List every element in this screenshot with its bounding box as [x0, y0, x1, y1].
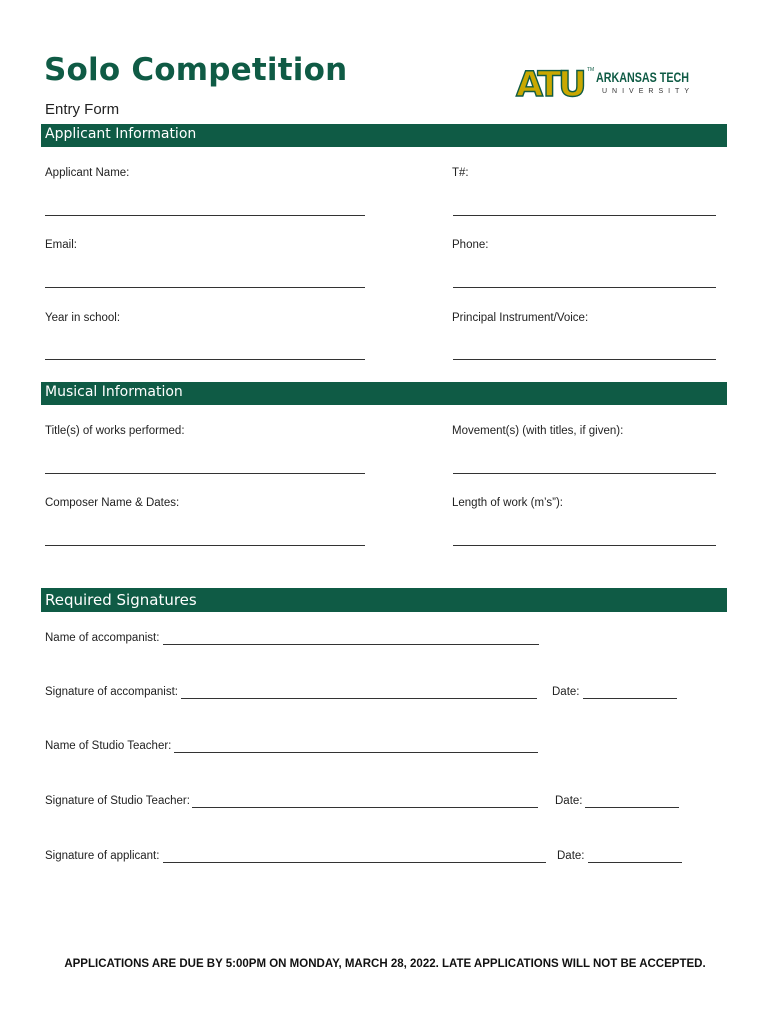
teacher-name-field[interactable]: [174, 752, 538, 753]
applicant-name-label: Applicant Name:: [45, 167, 130, 179]
year-in-school-label: Year in school:: [45, 312, 121, 324]
email-label: Email:: [45, 239, 77, 251]
teacher-date-field[interactable]: [585, 807, 679, 808]
teacher-date-label: Date:: [555, 795, 583, 807]
t-number-field[interactable]: [453, 215, 716, 216]
principal-instrument-field[interactable]: [453, 359, 716, 360]
teacher-name-label: Name of Studio Teacher:: [45, 740, 172, 752]
teacher-signature-label: Signature of Studio Teacher:: [45, 795, 190, 807]
movements-field[interactable]: [453, 473, 716, 474]
accompanist-signature-label: Signature of accompanist:: [45, 686, 178, 698]
logo-tm: TM: [587, 67, 595, 73]
accompanist-date-field[interactable]: [583, 698, 677, 699]
applicant-section-title: Applicant Information: [45, 126, 197, 142]
email-field[interactable]: [45, 287, 365, 288]
applicant-signature-field[interactable]: [163, 862, 546, 863]
applicant-date-field[interactable]: [588, 862, 682, 863]
logo-name: ARKANSAS TECH: [596, 69, 689, 85]
logo-mark: ATU: [516, 65, 584, 105]
applicant-signature-label: Signature of applicant:: [45, 850, 160, 862]
teacher-signature-field[interactable]: [192, 807, 538, 808]
applicant-date-label: Date:: [557, 850, 585, 862]
accompanist-name-label: Name of accompanist:: [45, 632, 160, 644]
applicant-name-field[interactable]: [45, 215, 365, 216]
form-title: Solo Competition: [44, 52, 348, 88]
form-subtitle: Entry Form: [45, 101, 120, 118]
applicant-section-header: [41, 124, 727, 147]
musical-section-title: Musical Information: [45, 384, 183, 400]
accompanist-name-field[interactable]: [163, 644, 539, 645]
year-in-school-field[interactable]: [45, 359, 365, 360]
principal-instrument-label: Principal Instrument/Voice:: [452, 312, 589, 324]
movements-label: Movement(s) (with titles, if given):: [452, 425, 624, 437]
composer-field[interactable]: [45, 545, 365, 546]
signatures-section-title: Required Signatures: [45, 591, 197, 609]
works-title-field[interactable]: [45, 473, 365, 474]
accompanist-signature-field[interactable]: [181, 698, 537, 699]
phone-field[interactable]: [453, 287, 716, 288]
atu-logo: [515, 63, 695, 105]
length-label: Length of work (m’s”):: [452, 497, 563, 509]
composer-label: Composer Name & Dates:: [45, 497, 180, 509]
accompanist-date-label: Date:: [552, 686, 580, 698]
musical-section-header: [41, 382, 727, 405]
deadline-notice: APPLICATIONS ARE DUE BY 5:00PM ON MONDAY, MARCH 28, 2022. LATE APPLICATIONS WILL NOT BE ACCEPTED.: [64, 958, 706, 970]
t-number-label: T#:: [452, 167, 469, 179]
phone-label: Phone:: [452, 239, 489, 251]
signatures-section-header: [41, 588, 727, 612]
works-title-label: Title(s) of works performed:: [45, 425, 185, 437]
logo-sub: UNIVERSITY: [602, 88, 695, 95]
length-field[interactable]: [453, 545, 716, 546]
